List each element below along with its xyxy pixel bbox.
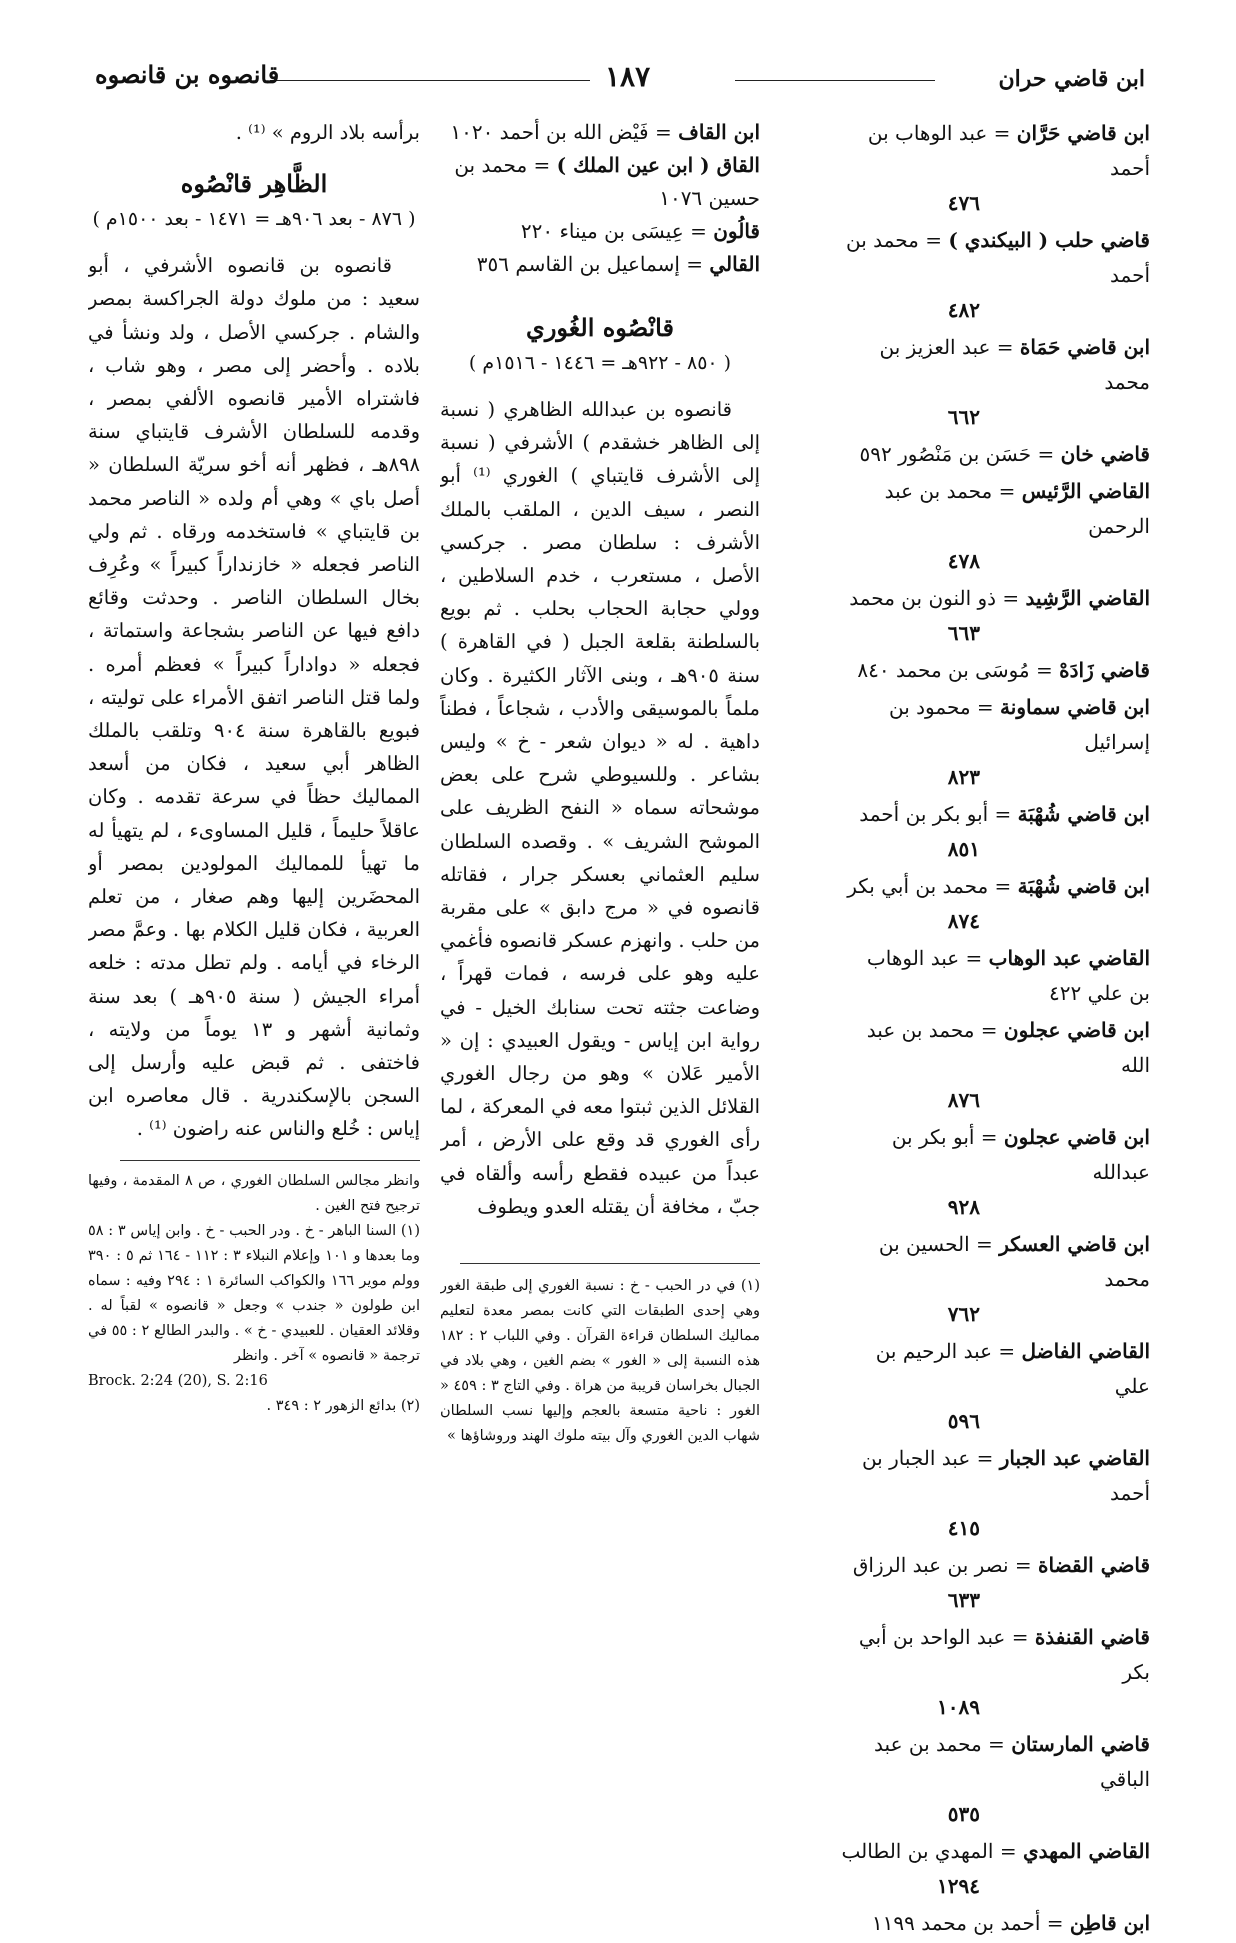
entry-headword: ابن القاف — [678, 120, 760, 144]
biography-paragraph: قانصوه بن قانصوه الأشرفي ، أبو سعيد : من ملوك دولة الجراكسة بمصر والشام . جركسي الأصل ، ولد ونشأ في بلاده . وأحضر إلى مصر ، وهو شاب ، فاشتراه الأمير قانصوه الألفي بمصر ، وقدمه للسلطان الأشرف قايتباي سنة ٨٩٨هـ ، فظهر أنه أخو سريّة السلطان « أصل باي » وهي أم ولده « الناصر محمد بن قايتباي » فاستخدمه ورقاه . ثم ولي الناصر فجعله « خازنداراً كبيراً » وعُرِف بخال السلطان الناصر . وحدثت وقائع دافع فيها عن الناصر بشجاعة واستماتة ، فجعله « دواداراً كبيراً » فعظم أمره . ولما قتل الناصر اتفق الأمراء على توليته ، فبويع بالقاهرة سنة ٩٠٤ وتلقب بالملك الظاهر أبي سعيد ، فكان من أسعد المماليك حظاً في سرعة تقدمه . وكان عاقلاً حليماً ، قليل المساوىء ، لم يتهيأ له ما تهيأ للمماليك المولودين بمصر أو المحضَرين إليها وهم صغار ، من تعلم العربية ، فكان قليل الكلام بها . وعمَّ مصر الرخاء في أيامه . ولم تطل مدته : خلعه أمراء الجيش ( سنة ٩٠٥هـ ) بعد سنة وثمانية أشهر و ١٣ يوماً من ولايته ، فاختفى . ثم قبض عليه وأرسل إلى السجن بالإسكندرية . قال معاصره ابن إياس : خُلع والناس عنه راضون ⁽¹⁾ . — [88, 254, 420, 1141]
biography-text — [440, 393, 760, 1223]
footnote-text: (١) في در الحبب - خ : نسبة الغوري إلى طبقة الغور وهي إحدى الطبقات التي كانت بمصر معدة لتعليم مماليك السلطان قراءة القرآن . وفي اللباب ٢ : ١٨٢ هذه النسبة إلى « الغور » بضم الغين ، وهي بلاد في الجبال بخراسان قريبة من هراة . وفي التاج ٣ : ٤٥٩ « الغور : ناحية متسعة بالعجم وإليها نسب السلطان شهاب الدين الغوري وآل بيته ملوك الهند وروشاؤها » — [440, 1278, 760, 1445]
entry-reference: = أحمد بن محمد ١١٩٩ — [871, 1911, 1070, 1935]
entry-headword: ابن قاضي سماونة — [1000, 695, 1150, 719]
footnote-text: (٢) بدائع الزهور ٢ : ٣٤٩ . — [266, 1397, 420, 1414]
entry-headword: ابن قاطِن — [1069, 1911, 1150, 1935]
index-entry — [840, 1620, 1150, 1725]
entry-headword: ابن قاضي شُهْبَة — [1017, 802, 1150, 826]
entry-reference: = عبد الواحد بن أبي بكر — [858, 1625, 1150, 1684]
page-header — [95, 60, 1145, 100]
right-column — [840, 116, 1150, 1943]
index-entry — [840, 581, 1150, 651]
index-entry — [440, 116, 760, 149]
index-entry — [840, 1441, 1150, 1546]
entry-reference: = حَسَن بن مَنْصُور ٥٩٢ — [859, 442, 1061, 466]
entry-headword: ابن قاضي شُهْبَة — [1017, 874, 1150, 898]
index-entry — [440, 149, 760, 215]
index-entry — [840, 1727, 1150, 1832]
entry-headword: القالي — [709, 252, 760, 276]
index-entry — [840, 1548, 1150, 1618]
index-entry — [840, 1013, 1150, 1118]
entry-headword: قاضي القنفذة — [1034, 1625, 1150, 1649]
entry-number: ١٠٨٩ — [937, 1695, 980, 1719]
entry-headword: القاضي الفاضل — [1021, 1339, 1150, 1363]
footnote-text: (١) السنا الباهر - خ . ودر الحبب - خ . وابن إياس ٣ : ٥٨ وما بعدها و ١٠١ وإعلام النبلاء ٣ : ١١٢ - ١٦٤ ثم ٥ : ٣٩٠ وولم موير ١٦٦ والكواكب السائرة ١ : ٢٩٤ وفيه : سماه ابن طولون « جندب » وجعل « قانصوه » لقباً له . وقلائد العقيان . للعبيدي - خ » . والبدر الطالع ٢ : ٥٥ في ترجمة « قانصوه » آخر . وانظر — [88, 1222, 420, 1364]
index-entry — [440, 215, 760, 248]
entry-number: ٧٦٢ — [947, 1302, 980, 1326]
index-entry — [840, 1120, 1150, 1225]
entry-headword: القاضي الرَّئيس — [1021, 479, 1150, 503]
index-entry — [840, 223, 1150, 328]
header-rule — [735, 80, 935, 81]
entry-reference: = إسماعيل بن القاسم ٣٥٦ — [476, 252, 710, 276]
entry-headword: ابن قاضي حَمَاة — [1019, 335, 1150, 359]
section-title: قانْصُوه الغُوري — [526, 313, 674, 342]
entry-headword: ابن قاضي حَرَّان — [1016, 121, 1150, 145]
entry-number: ٨٥١ — [947, 837, 980, 861]
entry-headword: قاضي حلب ( البيكندي ) — [948, 228, 1150, 252]
running-title-right: ابن قاضي حران — [998, 66, 1145, 92]
entry-reference: = نصر بن عبد الرزاق — [852, 1553, 1039, 1577]
entry-reference: = أبو بكر بن أحمد — [859, 802, 1018, 826]
entry-headword: القاضي الرَّشِيد — [1025, 586, 1150, 610]
middle-entries — [440, 116, 760, 281]
index-entry — [840, 941, 1150, 1011]
index-entry — [840, 1334, 1150, 1439]
index-entry — [840, 1834, 1150, 1904]
entry-number: ٦٦٣ — [947, 621, 980, 645]
entry-number: ٥٣٥ — [947, 1802, 980, 1826]
continuation-text — [88, 116, 420, 149]
middle-column — [440, 116, 760, 1449]
entry-headword: قاضي المارستان — [1011, 1732, 1150, 1756]
index-entry — [840, 116, 1150, 221]
entry-number: ٦٦٢ — [947, 405, 980, 429]
left-column — [88, 116, 420, 1419]
entry-number: ٥٩٦ — [947, 1409, 980, 1433]
entry-reference: = عبد العزيز بن محمد — [879, 335, 1150, 394]
entry-number: ٤٧٨ — [947, 549, 980, 573]
entry-headword: ابن قاضي عجلون — [1003, 1125, 1150, 1149]
index-entry — [840, 690, 1150, 795]
section-dates: ( ٨٥٠ - ٩٢٢هـ = ١٤٤٦ - ١٥١٦م ) — [468, 352, 732, 374]
entry-headword: القاق ( ابن عين الملك ) — [556, 153, 760, 177]
entry-reference: = محمد بن أحمد — [846, 228, 1150, 287]
index-entry — [840, 330, 1150, 435]
entry-reference: = المهدي بن الطالب — [841, 1839, 1023, 1863]
entry-number: ١٢٩٤ — [937, 1874, 980, 1898]
entry-reference: = أبو بكر بن عبدالله — [891, 1125, 1150, 1184]
entry-reference: = مُوسَى بن محمد ٨٤٠ — [857, 658, 1060, 682]
entry-number: ٨٢٣ — [947, 765, 980, 789]
entry-number: ٨٧٤ — [947, 909, 980, 933]
latin-reference: Brock. 2:24 (20), S. 2:16 — [88, 1372, 268, 1389]
entry-reference: = محمد بن عبد الرحمن — [884, 479, 1150, 538]
index-entry — [840, 1227, 1150, 1332]
continuation-paragraph: برأسه بلاد الروم » ⁽¹⁾ . — [235, 121, 420, 144]
index-entry — [440, 248, 760, 281]
entry-headword: القاضي عبد الوهاب — [988, 946, 1150, 970]
index-entry — [840, 653, 1150, 688]
entry-number: ٨٧٦ — [947, 1088, 980, 1112]
entry-headword: ابن قاضي العسكر — [999, 1232, 1150, 1256]
entry-number: ٩٢٨ — [947, 1195, 980, 1219]
biography-text — [88, 249, 420, 1145]
page-number: ١٨٧ — [605, 60, 651, 93]
running-title-left: قانصوه بن قانصوه — [95, 60, 280, 89]
entry-reference: = ذو النون بن محمد — [849, 586, 1026, 610]
header-rule — [270, 80, 590, 81]
entry-reference: = عبد الوهاب بن أحمد — [867, 121, 1150, 180]
footnotes — [88, 1169, 420, 1419]
index-entry — [840, 869, 1150, 939]
footnote-text: وانظر مجالس السلطان الغوري ، ص ٨ المقدمة ، وفيها ترجيح فتح الغين . — [88, 1172, 420, 1214]
entry-headword: قاضي خان — [1060, 442, 1150, 466]
entry-reference: = محمد بن أبي بكر — [847, 874, 1018, 898]
section-dates: ( ٨٧٦ - بعد ٩٠٦هـ = ١٤٧١ - بعد ١٥٠٠م ) — [92, 208, 416, 231]
entry-headword: قالُون — [713, 219, 760, 243]
index-entry — [840, 437, 1150, 472]
entry-number: ٤٧٦ — [947, 191, 980, 215]
entry-reference: = عبد الرحيم بن علي — [875, 1339, 1150, 1398]
entry-number: ٦٣٣ — [947, 1588, 980, 1612]
footnote — [440, 1274, 760, 1449]
index-entry — [840, 1906, 1150, 1941]
entry-headword: قاضي زَادَهْ — [1059, 658, 1150, 682]
index-entry — [840, 474, 1150, 579]
entry-headword: القاضي عبد الجبار — [999, 1446, 1150, 1470]
entry-headword: ابن قاضي عجلون — [1003, 1018, 1150, 1042]
entry-reference: = عبد الوهاب بن علي ٤٢٢ — [866, 946, 1150, 1005]
entry-reference: = محمد بن حسين ١٠٧٦ — [454, 153, 760, 210]
entry-reference: = فَيْض الله بن أحمد ١٠٢٠ — [450, 120, 679, 144]
entry-headword: قاضي القضاة — [1038, 1553, 1150, 1577]
entry-number: ٤١٥ — [947, 1516, 980, 1540]
entry-reference: = محمد بن عبد الله — [866, 1018, 1150, 1077]
entry-reference: = عِيسَى بن ميناء ٢٢٠ — [520, 219, 714, 243]
entry-reference: = الحسين بن محمد — [878, 1232, 1150, 1291]
section-title: الظَّاهِر قانْصُوه — [180, 169, 328, 199]
entry-number: ٤٨٢ — [947, 298, 980, 322]
index-entry — [840, 797, 1150, 867]
biography-paragraph: قانصوه بن عبدالله الظاهري ( نسبة إلى الظاهر خشقدم ) الأشرفي ( نسبة إلى الأشرف قايتباي ) الغوري ⁽¹⁾ أبو النصر ، سيف الدين ، الملقب بالملك الأشرف : سلطان مصر . جركسي الأصل ، مستعرب ، خدم السلاطين ، وولي حجابة الحجاب بحلب . ثم بويع بالسلطنة بقلعة الجبل ( في القاهرة ) سنة ٩٠٥هـ ، وبنى الآثار الكثيرة . وكان ملماً بالموسيقى والأدب ، شجاعاً ، فطناً داهية . له « ديوان شعر - خ » وليس بشاعر . وللسيوطي شرح على بعض موشحاته سماه « النفح الظريف على الموشح الشريف » . وقصده السلطان سليم العثماني بعسكر جرار ، فقاتله قانصوه في « مرج دابق » على مقربة من حلب . وانهزم عسكر قانصوه فأغمي عليه وهو على فرسه ، فمات قهراً ، وضاعت جثته تحت سنابك الخيل - في رواية ابن إياس - ويقول العبيدي : إن « الأمير عَلان » وهو من رجال الغوري القلائل الذين ثبتوا معه في المعركة ، لما رأى الغوري قد وقع على الأرض ، أمر عبداً من عبيده فقطع رأسه وألقاه في جبّ ، مخافة أن يقتله العدو ويطوف — [440, 398, 760, 1218]
entry-reference: = عبد الجبار بن أحمد — [861, 1446, 1150, 1505]
entry-reference: = محمود بن إسرائيل — [889, 695, 1150, 754]
entry-reference: = محمد بن عبد الباقي — [874, 1732, 1150, 1791]
entry-headword: القاضي المهدي — [1022, 1839, 1150, 1863]
